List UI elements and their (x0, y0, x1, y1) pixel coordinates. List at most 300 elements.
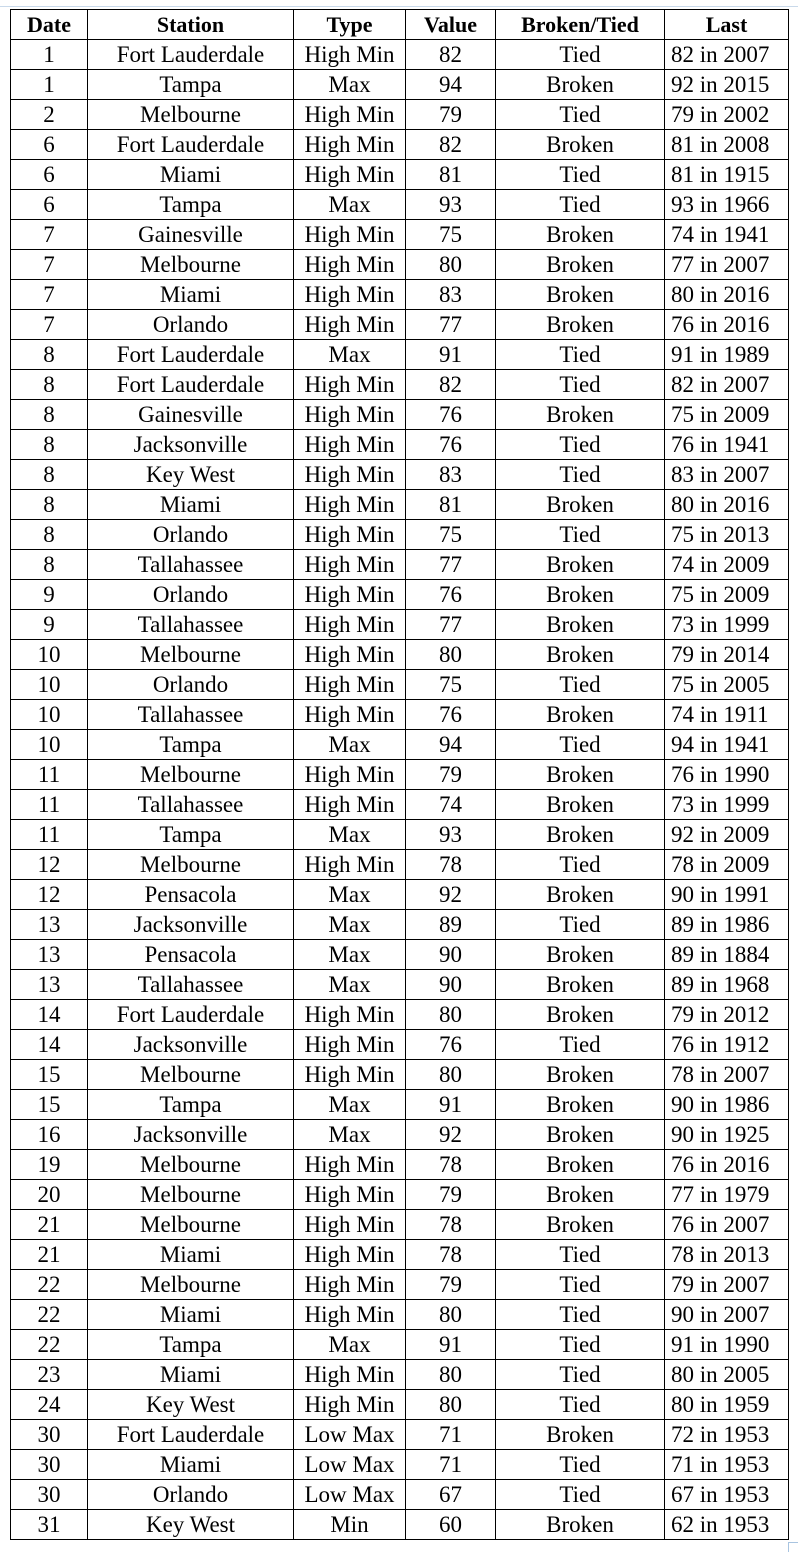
cell-value: 76 (406, 700, 496, 730)
table-row (11, 100, 789, 130)
cell-type: High Min (294, 790, 406, 820)
cell-last: 76 in 2016 (665, 1150, 789, 1180)
cell-date: 6 (11, 130, 88, 160)
cell-broken-tied: Tied (496, 1480, 665, 1510)
cell-value: 75 (406, 520, 496, 550)
cell-type: High Min (294, 460, 406, 490)
table-row (11, 280, 789, 310)
cell-station: Tallahassee (88, 700, 294, 730)
table-row (11, 790, 789, 820)
cell-date: 6 (11, 160, 88, 190)
cell-date: 20 (11, 1180, 88, 1210)
header-value: Value (406, 10, 496, 40)
table-row (11, 1060, 789, 1090)
cell-type: High Min (294, 1270, 406, 1300)
table-row (11, 40, 789, 70)
cell-date: 13 (11, 940, 88, 970)
cell-station: Fort Lauderdale (88, 130, 294, 160)
cell-type: High Min (294, 580, 406, 610)
cell-station: Pensacola (88, 880, 294, 910)
cell-type: High Min (294, 760, 406, 790)
cell-type: High Min (294, 280, 406, 310)
cell-broken-tied: Broken (496, 280, 665, 310)
cell-station: Orlando (88, 580, 294, 610)
cell-date: 6 (11, 190, 88, 220)
cell-value: 77 (406, 610, 496, 640)
cell-station: Fort Lauderdale (88, 1000, 294, 1030)
cell-date: 22 (11, 1300, 88, 1330)
cell-broken-tied: Broken (496, 820, 665, 850)
table-row (11, 310, 789, 340)
cell-value: 75 (406, 670, 496, 700)
table-row (11, 670, 789, 700)
cell-type: Max (294, 1330, 406, 1360)
cell-value: 77 (406, 550, 496, 580)
cell-type: High Min (294, 1060, 406, 1090)
cell-last: 92 in 2015 (665, 70, 789, 100)
cell-date: 7 (11, 250, 88, 280)
cell-date: 2 (11, 100, 88, 130)
cell-station: Melbourne (88, 1060, 294, 1090)
cell-date: 8 (11, 460, 88, 490)
table-row (11, 820, 789, 850)
cell-broken-tied: Tied (496, 1300, 665, 1330)
cell-last: 90 in 1986 (665, 1090, 789, 1120)
table-row (11, 880, 789, 910)
table-row (11, 1120, 789, 1150)
cell-type: Min (294, 1510, 406, 1540)
cell-value: 92 (406, 880, 496, 910)
cell-station: Melbourne (88, 250, 294, 280)
table-row (11, 700, 789, 730)
cell-broken-tied: Broken (496, 490, 665, 520)
cell-last: 93 in 1966 (665, 190, 789, 220)
cell-broken-tied: Tied (496, 850, 665, 880)
cell-type: High Min (294, 1180, 406, 1210)
cell-date: 1 (11, 70, 88, 100)
cell-value: 75 (406, 220, 496, 250)
cell-type: High Min (294, 130, 406, 160)
cell-station: Melbourne (88, 760, 294, 790)
table-row (11, 1090, 789, 1120)
cell-date: 15 (11, 1090, 88, 1120)
table-row (11, 940, 789, 970)
cell-station: Tallahassee (88, 610, 294, 640)
cell-value: 76 (406, 580, 496, 610)
cell-station: Tampa (88, 820, 294, 850)
cell-date: 10 (11, 640, 88, 670)
cell-type: Max (294, 340, 406, 370)
cell-last: 79 in 2002 (665, 100, 789, 130)
cell-last: 90 in 2007 (665, 1300, 789, 1330)
cell-type: High Min (294, 850, 406, 880)
cell-last: 75 in 2013 (665, 520, 789, 550)
cell-type: High Min (294, 40, 406, 70)
cell-last: 80 in 2016 (665, 280, 789, 310)
table-row (11, 730, 789, 760)
cell-value: 79 (406, 1270, 496, 1300)
cell-value: 79 (406, 100, 496, 130)
table-row (11, 1240, 789, 1270)
cell-value: 93 (406, 190, 496, 220)
cell-value: 81 (406, 160, 496, 190)
cell-last: 71 in 1953 (665, 1450, 789, 1480)
cell-last: 67 in 1953 (665, 1480, 789, 1510)
cell-type: Max (294, 970, 406, 1000)
cell-station: Miami (88, 1300, 294, 1330)
table-row (11, 400, 789, 430)
cell-value: 74 (406, 790, 496, 820)
cell-last: 78 in 2013 (665, 1240, 789, 1270)
cell-station: Melbourne (88, 1180, 294, 1210)
cell-date: 21 (11, 1240, 88, 1270)
cell-broken-tied: Broken (496, 1420, 665, 1450)
cell-broken-tied: Broken (496, 970, 665, 1000)
cell-station: Jacksonville (88, 1120, 294, 1150)
cell-type: Max (294, 70, 406, 100)
cell-broken-tied: Tied (496, 100, 665, 130)
cell-last: 77 in 1979 (665, 1180, 789, 1210)
cell-broken-tied: Broken (496, 220, 665, 250)
cell-station: Melbourne (88, 1270, 294, 1300)
cell-broken-tied: Tied (496, 1360, 665, 1390)
cell-broken-tied: Tied (496, 340, 665, 370)
table-row (11, 1300, 789, 1330)
cell-last: 79 in 2012 (665, 1000, 789, 1030)
cell-last: 74 in 1941 (665, 220, 789, 250)
cell-broken-tied: Broken (496, 580, 665, 610)
cell-broken-tied: Tied (496, 190, 665, 220)
cell-type: High Min (294, 1360, 406, 1390)
cell-broken-tied: Broken (496, 610, 665, 640)
cell-date: 12 (11, 850, 88, 880)
cell-date: 8 (11, 430, 88, 460)
cell-last: 62 in 1953 (665, 1510, 789, 1540)
cell-last: 76 in 1990 (665, 760, 789, 790)
cell-date: 11 (11, 790, 88, 820)
cell-last: 92 in 2009 (665, 820, 789, 850)
cell-station: Pensacola (88, 940, 294, 970)
cell-date: 14 (11, 1000, 88, 1030)
cell-value: 79 (406, 760, 496, 790)
cell-date: 7 (11, 220, 88, 250)
table-row (11, 550, 789, 580)
cell-last: 76 in 2007 (665, 1210, 789, 1240)
cell-last: 73 in 1999 (665, 790, 789, 820)
cell-station: Tallahassee (88, 790, 294, 820)
cell-value: 76 (406, 430, 496, 460)
cell-last: 74 in 1911 (665, 700, 789, 730)
cell-broken-tied: Broken (496, 130, 665, 160)
table-row (11, 130, 789, 160)
cell-value: 78 (406, 1150, 496, 1180)
cell-broken-tied: Tied (496, 670, 665, 700)
cell-type: Max (294, 910, 406, 940)
cell-station: Fort Lauderdale (88, 1420, 294, 1450)
cell-broken-tied: Tied (496, 430, 665, 460)
cell-date: 22 (11, 1270, 88, 1300)
cell-last: 82 in 2007 (665, 40, 789, 70)
cell-value: 90 (406, 970, 496, 1000)
table-row (11, 1270, 789, 1300)
cell-value: 89 (406, 910, 496, 940)
cell-type: Low Max (294, 1450, 406, 1480)
cell-last: 81 in 1915 (665, 160, 789, 190)
cell-value: 91 (406, 1330, 496, 1360)
cell-last: 74 in 2009 (665, 550, 789, 580)
cell-broken-tied: Tied (496, 520, 665, 550)
cell-date: 22 (11, 1330, 88, 1360)
cell-broken-tied: Tied (496, 1330, 665, 1360)
cell-last: 91 in 1989 (665, 340, 789, 370)
cell-date: 23 (11, 1360, 88, 1390)
cell-type: High Min (294, 370, 406, 400)
cell-broken-tied: Broken (496, 1180, 665, 1210)
cell-date: 13 (11, 970, 88, 1000)
cell-broken-tied: Broken (496, 640, 665, 670)
cell-last: 90 in 1925 (665, 1120, 789, 1150)
cell-broken-tied: Broken (496, 760, 665, 790)
cell-date: 14 (11, 1030, 88, 1060)
cell-date: 21 (11, 1210, 88, 1240)
cell-station: Key West (88, 460, 294, 490)
table-header (11, 10, 789, 40)
cell-type: Max (294, 880, 406, 910)
cell-last: 75 in 2009 (665, 580, 789, 610)
page-corner-mark (788, 1542, 798, 1552)
cell-broken-tied: Broken (496, 1210, 665, 1240)
cell-value: 94 (406, 70, 496, 100)
table-row (11, 610, 789, 640)
cell-value: 92 (406, 1120, 496, 1150)
cell-last: 79 in 2014 (665, 640, 789, 670)
cell-date: 9 (11, 610, 88, 640)
cell-last: 94 in 1941 (665, 730, 789, 760)
cell-date: 7 (11, 310, 88, 340)
cell-last: 91 in 1990 (665, 1330, 789, 1360)
table-row (11, 430, 789, 460)
cell-broken-tied: Broken (496, 1510, 665, 1540)
cell-station: Fort Lauderdale (88, 370, 294, 400)
cell-last: 89 in 1968 (665, 970, 789, 1000)
cell-broken-tied: Tied (496, 40, 665, 70)
table-row (11, 1030, 789, 1060)
cell-type: Max (294, 940, 406, 970)
cell-type: High Min (294, 1210, 406, 1240)
cell-type: High Min (294, 310, 406, 340)
cell-last: 75 in 2009 (665, 400, 789, 430)
cell-value: 76 (406, 1030, 496, 1060)
header-type: Type (294, 10, 406, 40)
cell-type: High Min (294, 610, 406, 640)
cell-type: High Min (294, 160, 406, 190)
cell-value: 77 (406, 310, 496, 340)
cell-type: High Min (294, 430, 406, 460)
cell-type: Max (294, 1090, 406, 1120)
cell-broken-tied: Tied (496, 370, 665, 400)
cell-value: 71 (406, 1450, 496, 1480)
cell-date: 8 (11, 490, 88, 520)
header-last: Last (665, 10, 789, 40)
cell-type: High Min (294, 1390, 406, 1420)
cell-station: Melbourne (88, 850, 294, 880)
table-row (11, 340, 789, 370)
cell-value: 90 (406, 940, 496, 970)
cell-type: Max (294, 190, 406, 220)
cell-station: Tampa (88, 1330, 294, 1360)
header-station: Station (88, 10, 294, 40)
cell-date: 8 (11, 340, 88, 370)
cell-broken-tied: Tied (496, 1270, 665, 1300)
cell-date: 1 (11, 40, 88, 70)
cell-station: Tampa (88, 730, 294, 760)
table-row (11, 1510, 789, 1540)
cell-last: 80 in 2005 (665, 1360, 789, 1390)
cell-last: 90 in 1991 (665, 880, 789, 910)
table-row (11, 1180, 789, 1210)
cell-date: 11 (11, 820, 88, 850)
cell-broken-tied: Broken (496, 1060, 665, 1090)
table-row (11, 970, 789, 1000)
cell-station: Tampa (88, 190, 294, 220)
table-row (11, 250, 789, 280)
cell-value: 82 (406, 370, 496, 400)
cell-date: 7 (11, 280, 88, 310)
cell-date: 16 (11, 1120, 88, 1150)
cell-station: Miami (88, 1240, 294, 1270)
cell-value: 60 (406, 1510, 496, 1540)
table-row (11, 1450, 789, 1480)
cell-type: High Min (294, 490, 406, 520)
cell-date: 8 (11, 520, 88, 550)
cell-value: 82 (406, 40, 496, 70)
cell-type: High Min (294, 250, 406, 280)
table-row (11, 190, 789, 220)
cell-value: 81 (406, 490, 496, 520)
cell-station: Fort Lauderdale (88, 40, 294, 70)
table-row (11, 1360, 789, 1390)
table-row (11, 160, 789, 190)
cell-value: 91 (406, 1090, 496, 1120)
cell-broken-tied: Broken (496, 400, 665, 430)
cell-value: 71 (406, 1420, 496, 1450)
table-row (11, 520, 789, 550)
cell-broken-tied: Broken (496, 940, 665, 970)
cell-station: Orlando (88, 1480, 294, 1510)
cell-date: 11 (11, 760, 88, 790)
cell-broken-tied: Broken (496, 790, 665, 820)
cell-value: 83 (406, 280, 496, 310)
cell-station: Orlando (88, 520, 294, 550)
cell-last: 78 in 2009 (665, 850, 789, 880)
cell-date: 31 (11, 1510, 88, 1540)
cell-station: Gainesville (88, 220, 294, 250)
cell-type: Max (294, 1120, 406, 1150)
cell-broken-tied: Tied (496, 1240, 665, 1270)
table-row (11, 580, 789, 610)
cell-station: Tampa (88, 1090, 294, 1120)
cell-broken-tied: Tied (496, 1030, 665, 1060)
cell-type: High Min (294, 1030, 406, 1060)
cell-last: 72 in 1953 (665, 1420, 789, 1450)
header-date: Date (11, 10, 88, 40)
header-broken-tied: Broken/Tied (496, 10, 665, 40)
cell-date: 30 (11, 1480, 88, 1510)
cell-type: High Min (294, 1300, 406, 1330)
cell-type: High Min (294, 400, 406, 430)
records-table (10, 9, 789, 1540)
cell-date: 30 (11, 1450, 88, 1480)
cell-station: Miami (88, 160, 294, 190)
cell-broken-tied: Broken (496, 1150, 665, 1180)
cell-type: Max (294, 820, 406, 850)
header-row (11, 10, 789, 40)
table-row (11, 850, 789, 880)
cell-broken-tied: Tied (496, 910, 665, 940)
cell-station: Melbourne (88, 1210, 294, 1240)
cell-broken-tied: Broken (496, 1090, 665, 1120)
cell-type: High Min (294, 220, 406, 250)
cell-broken-tied: Broken (496, 700, 665, 730)
cell-type: Low Max (294, 1420, 406, 1450)
cell-station: Orlando (88, 670, 294, 700)
cell-value: 83 (406, 460, 496, 490)
cell-last: 76 in 2016 (665, 310, 789, 340)
cell-last: 89 in 1884 (665, 940, 789, 970)
table-row (11, 1000, 789, 1030)
cell-value: 82 (406, 130, 496, 160)
cell-broken-tied: Broken (496, 880, 665, 910)
cell-value: 91 (406, 340, 496, 370)
cell-type: High Min (294, 1150, 406, 1180)
cell-station: Jacksonville (88, 910, 294, 940)
cell-date: 8 (11, 550, 88, 580)
cell-value: 78 (406, 1240, 496, 1270)
cell-station: Gainesville (88, 400, 294, 430)
cell-last: 73 in 1999 (665, 610, 789, 640)
cell-last: 76 in 1912 (665, 1030, 789, 1060)
cell-last: 80 in 2016 (665, 490, 789, 520)
table-row (11, 220, 789, 250)
cell-date: 9 (11, 580, 88, 610)
cell-value: 80 (406, 1360, 496, 1390)
table-row (11, 1330, 789, 1360)
cell-value: 80 (406, 1390, 496, 1420)
cell-date: 15 (11, 1060, 88, 1090)
cell-value: 78 (406, 850, 496, 880)
cell-station: Miami (88, 280, 294, 310)
cell-date: 19 (11, 1150, 88, 1180)
cell-broken-tied: Broken (496, 550, 665, 580)
cell-type: High Min (294, 670, 406, 700)
cell-value: 93 (406, 820, 496, 850)
cell-station: Key West (88, 1390, 294, 1420)
table-body (11, 40, 789, 1540)
cell-station: Tallahassee (88, 970, 294, 1000)
cell-station: Miami (88, 490, 294, 520)
cell-last: 77 in 2007 (665, 250, 789, 280)
cell-last: 82 in 2007 (665, 370, 789, 400)
cell-value: 80 (406, 640, 496, 670)
cell-value: 80 (406, 1300, 496, 1330)
cell-broken-tied: Broken (496, 1120, 665, 1150)
cell-value: 76 (406, 400, 496, 430)
cell-station: Miami (88, 1360, 294, 1390)
table-row (11, 70, 789, 100)
table-row (11, 1150, 789, 1180)
cell-last: 75 in 2005 (665, 670, 789, 700)
table-row (11, 460, 789, 490)
